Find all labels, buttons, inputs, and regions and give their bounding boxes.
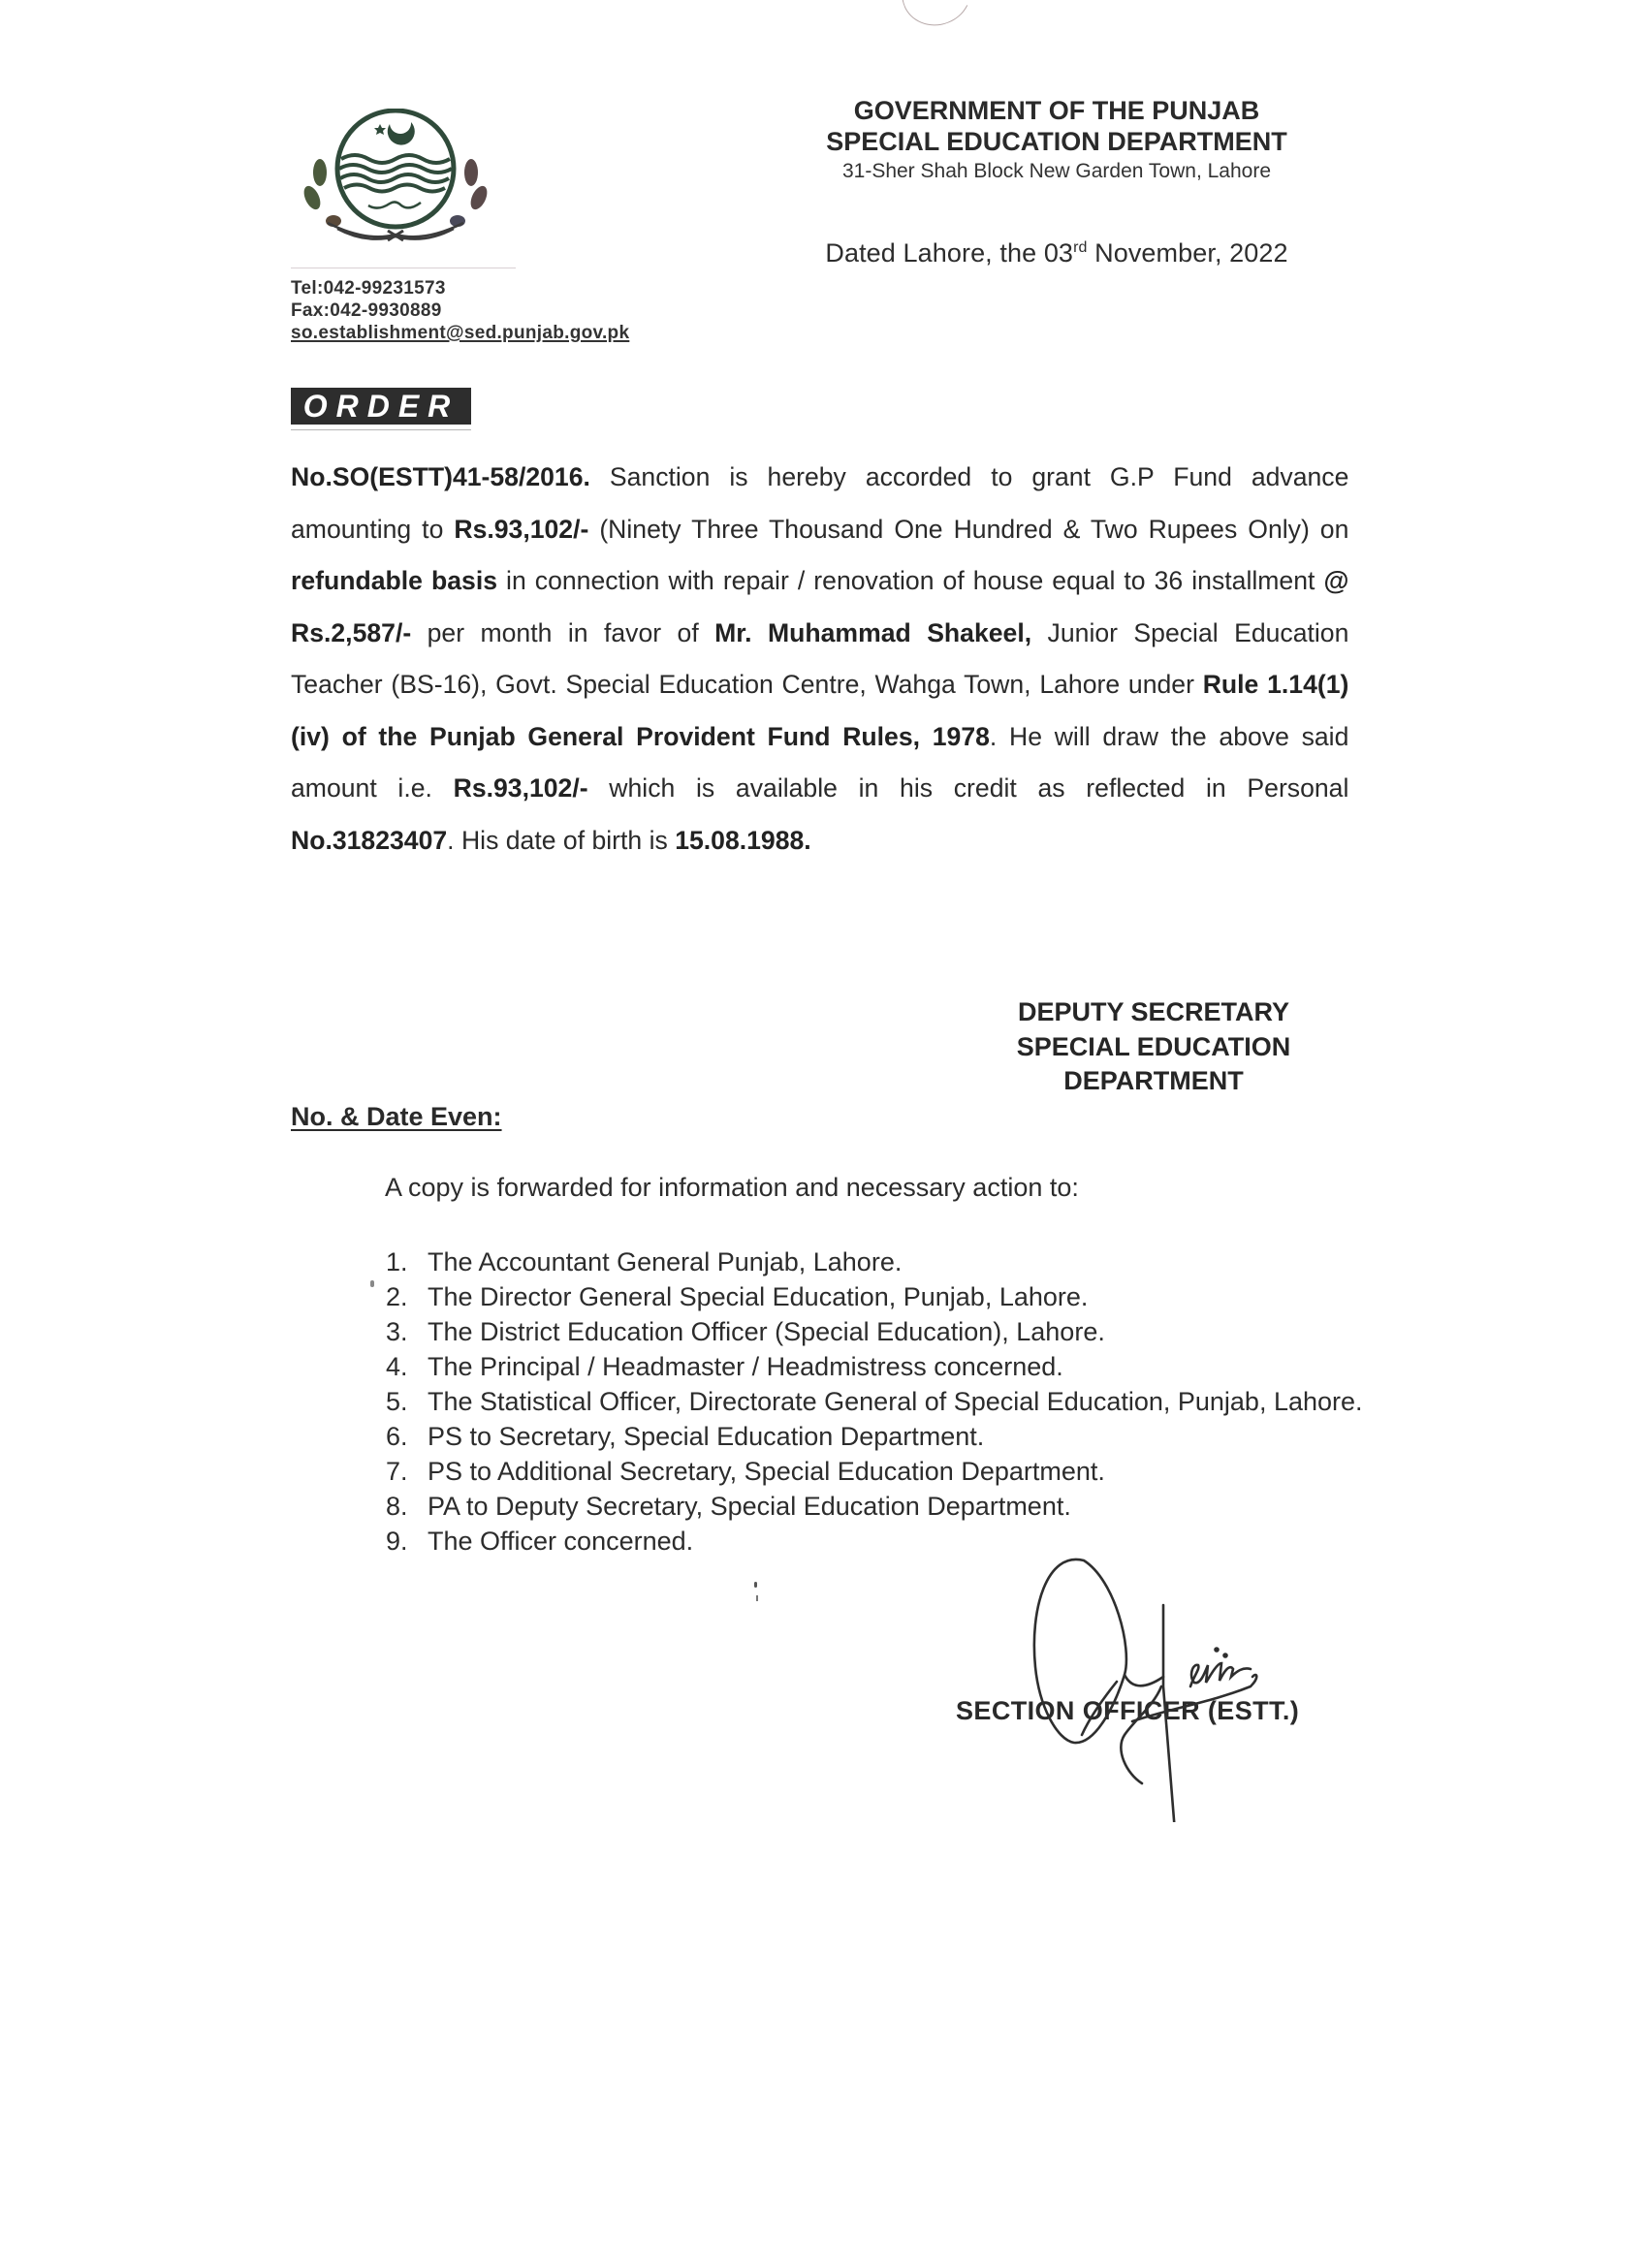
recipient-item (372, 1419, 1371, 1454)
order-badge-label: ORDER (302, 389, 460, 424)
recipient-number: 6. (386, 1422, 408, 1451)
recipient-number: 8. (386, 1492, 408, 1521)
dated-line (766, 238, 1347, 268)
order-badge-underline (291, 429, 471, 430)
forwarding-intro: A copy is forwarded for information and necessary action to: (385, 1173, 1079, 1202)
emphasized-text: Mr. Muhammad Shakeel, (714, 617, 1032, 647)
contact-block (291, 277, 629, 344)
recipient-number: 3. (386, 1317, 408, 1346)
department-title: SPECIAL EDUCATION DEPARTMENT (826, 127, 1287, 156)
recipient-number: 5. (386, 1387, 408, 1416)
government-title: GOVERNMENT OF THE PUNJAB (853, 96, 1260, 125)
email-link[interactable]: so.establishment@sed.punjab.gov.pk (291, 323, 630, 343)
recipient-text: The Principal / Headmaster / Headmistress concerned. (428, 1352, 1063, 1381)
emphasized-text: refundable basis (291, 566, 498, 595)
emphasized-text: @ Rs.2,587/- (291, 566, 1349, 647)
star-icon (374, 124, 386, 135)
dated-rest: November, 2022 (1087, 238, 1288, 268)
recipient-item (372, 1244, 1371, 1279)
recipient-number: 2. (386, 1282, 408, 1311)
order-badge (291, 388, 471, 425)
deputy-secretary-designation (979, 995, 1328, 1099)
scan-speck (754, 1582, 757, 1588)
punjab-emblem-logo (299, 109, 492, 254)
paragraph-text: per month in favor of (411, 617, 715, 647)
recipient-item (372, 1314, 1371, 1349)
emphasized-text: 15.08.1988. (675, 825, 811, 855)
order-paragraph (291, 452, 1348, 866)
dated-prefix: Dated Lahore, the 03 (825, 238, 1074, 268)
recipient-text: The District Education Officer (Special Education), Lahore. (428, 1317, 1105, 1346)
recipient-text: The Director General Special Education, Punjab, Lahore. (428, 1282, 1089, 1311)
paragraph-text: Junior Special Education Teacher (BS-16), Govt. Special Education Centre, Wahga Town, Lahore under (291, 617, 1349, 699)
tel-number: Tel:042-99231573 (291, 278, 446, 299)
paragraph-text: . He will draw the above said amount i.e. (291, 721, 1349, 803)
recipient-number: 4. (386, 1352, 408, 1381)
recipient-item (372, 1349, 1371, 1384)
emblem-urdu-script (368, 202, 421, 207)
paragraph-text: (Ninety Three Thousand One Hundred & Two Rupees Only) on (588, 514, 1349, 544)
emphasized-text: No.SO(ESTT)41-58/2016. (291, 462, 590, 491)
scan-speck (370, 1280, 374, 1287)
paragraph-text: Sanction is hereby accorded to grant G.P Fund advance amounting to (291, 462, 1349, 544)
recipient-text: The Accountant General Punjab, Lahore. (428, 1247, 903, 1276)
scan-artifact-arc (893, 0, 980, 35)
recipient-item (372, 1279, 1371, 1314)
scan-speck (756, 1595, 758, 1601)
dated-ordinal-suffix: rd (1073, 239, 1088, 256)
recipient-text: PS to Additional Secretary, Special Education Department. (428, 1457, 1105, 1486)
paragraph-text: . His date of birth is (447, 825, 676, 855)
letterhead (756, 95, 1357, 184)
handwritten-signature (969, 1541, 1299, 1822)
designation-line-1: DEPUTY SECRETARY (1017, 997, 1290, 1026)
emphasized-text: Rs.93,102/- (453, 773, 588, 803)
emphasized-text: Rs.93,102/- (454, 514, 589, 544)
department-address: 31-Sher Shah Block New Garden Town, Lahore (841, 160, 1272, 182)
recipient-number: 1. (386, 1247, 408, 1276)
designation-line-2: SPECIAL EDUCATION (1016, 1031, 1291, 1061)
recipient-number: 9. (386, 1527, 408, 1556)
recipient-item (372, 1489, 1371, 1524)
recipient-item (372, 1384, 1371, 1419)
recipient-number: 7. (386, 1457, 408, 1486)
fax-number: Fax:042-9930889 (291, 300, 442, 321)
paragraph-text: which is available in his credit as reflected in Personal (587, 773, 1349, 803)
section-officer-title: SECTION OFFICER (ESTT.) (956, 1696, 1300, 1725)
paragraph-text: in connection with repair / renovation of house equal to 36 installment (497, 566, 1324, 595)
recipient-item (372, 1454, 1371, 1489)
recipient-text: PS to Secretary, Special Education Department. (428, 1422, 985, 1451)
emblem-waves (339, 155, 452, 192)
recipient-text: The Officer concerned. (428, 1527, 694, 1556)
recipient-text: PA to Deputy Secretary, Special Education Department. (428, 1492, 1071, 1521)
emphasized-text: No.31823407 (291, 825, 448, 855)
recipient-list (372, 1244, 1371, 1559)
emphasized-text: Rule 1.14(1)(iv) of the Punjab General Provident Fund Rules, 1978 (291, 670, 1349, 751)
crescent-icon (388, 122, 415, 145)
designation-line-3: DEPARTMENT (1063, 1066, 1244, 1095)
recipient-text: The Statistical Officer, Directorate General of Special Education, Punjab, Lahore. (428, 1387, 1363, 1416)
no-date-even-heading: No. & Date Even: (291, 1102, 502, 1131)
